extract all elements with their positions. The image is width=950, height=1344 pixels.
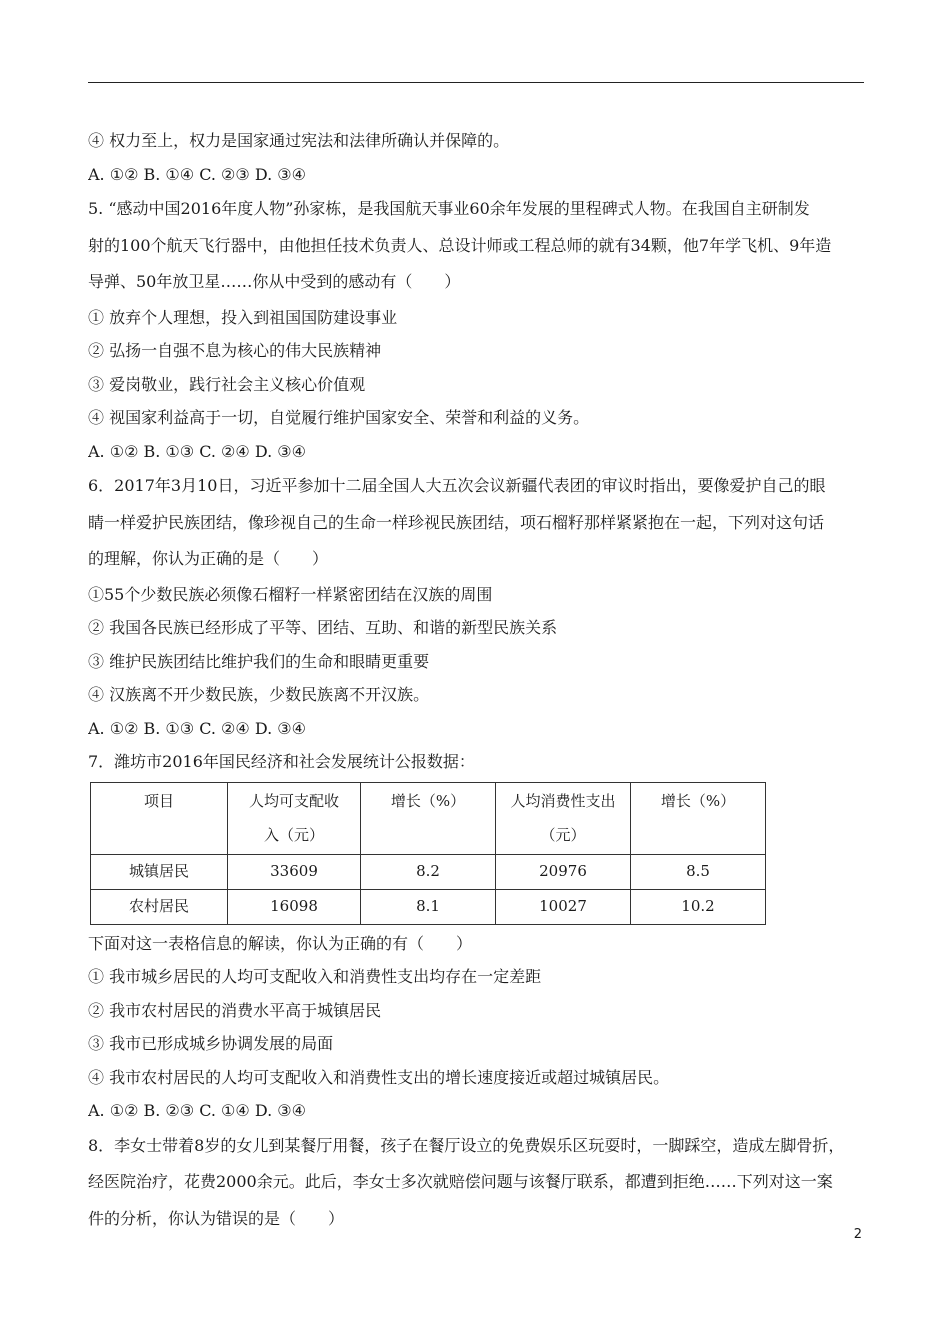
q6-choices: A. ①② B. ①③ C. ②④ D. ③④	[88, 718, 306, 738]
table-cell: 农村居民	[91, 889, 228, 924]
q5-option-4: ④ 视国家利益高于一切，自觉履行维护国家安全、荣誉和利益的义务。	[88, 408, 590, 427]
header-text: 入（元）	[263, 825, 324, 844]
q8-stem-line: 8．李女士带着8岁的女儿到某餐厅用餐，孩子在餐厅设立的免费娱乐区玩耍时，一脚踩空，造成左脚骨折，	[88, 1135, 845, 1155]
table-header-cell	[631, 782, 766, 854]
table-cell: 10.2	[631, 889, 766, 924]
q5-stem-line: 导弹、50年放卫星……你从中受到的感动有（ ）	[88, 272, 461, 291]
q6-stem	[88, 468, 864, 578]
table-cell: 城镇居民	[91, 854, 228, 889]
table-header-cell	[361, 782, 496, 854]
q8-stem	[88, 1128, 864, 1238]
q8-stem-line: 经医院治疗，花费2000余元。此后，李女士多次就赔偿问题与该餐厅联系，都遭到拒绝……下列对这一案	[88, 1172, 833, 1191]
table-row	[91, 854, 766, 889]
q6-stem-line: 睛一样爱护民族团结，像珍视自己的生命一样珍视民族团结，项石榴籽那样紧紧抱在一起，下列对这句话	[88, 512, 825, 532]
q6-stem-line: 6．2017年3月10日，习近平参加十二届全国人大五次会议新疆代表团的审议时指出，要像爱护自己的眼	[88, 476, 826, 495]
table-header-cell	[91, 782, 228, 854]
q4-choices: A. ①② B. ①④ C. ②③ D. ③④	[88, 164, 306, 184]
q7-option-1: ① 我市城乡居民的人均可支配收入和消费性支出均存在一定差距	[88, 967, 542, 986]
page-number: 2	[853, 1227, 862, 1242]
q5-stem-line: 射的100个航天飞行器中，由他担任技术负责人、总设计师或工程总师的就有34颗，他7年学飞机、9年造	[88, 235, 832, 255]
q5-option-1: ① 放弃个人理想，投入到祖国国防建设事业	[88, 307, 398, 327]
q6-stem-line: 的理解，你认为正确的是（ ）	[88, 549, 329, 568]
q8-stem-line: 件的分析，你认为错误的是（ ）	[88, 1208, 345, 1228]
table-cell: 33609	[228, 854, 361, 889]
table-cell: 20976	[496, 854, 631, 889]
q4-option-4: ④ 权力至上，权力是国家通过宪法和法律所确认并保障的。	[88, 131, 510, 150]
q7-choices: A. ①② B. ②③ C. ①④ D. ③④	[88, 1101, 306, 1120]
q6-option-3: ③ 维护民族团结比维护我们的生命和眼睛更重要	[88, 651, 430, 671]
table-cell: 8.1	[361, 889, 496, 924]
q5-option-2: ② 弘扬一自强不息为核心的伟大民族精神	[88, 341, 382, 360]
header-text: 项目	[143, 791, 174, 810]
q7-option-2: ② 我市农村居民的消费水平高于城镇居民	[88, 1000, 382, 1020]
table-header-row	[91, 782, 766, 854]
q7-option-3: ③ 我市已形成城乡协调发展的局面	[88, 1034, 334, 1053]
table-cell: 16098	[228, 889, 361, 924]
table-cell: 10027	[496, 889, 631, 924]
page-content	[88, 124, 864, 1237]
table-cell: 8.5	[631, 854, 766, 889]
q5-stem-line: 5. “感动中国2016年度人物”孙家栋，是我国航天事业60余年发展的里程碑式人物。在我国自主研制发	[88, 199, 810, 218]
q5-option-3: ③ 爱岗敬业，践行社会主义核心价值观	[88, 374, 366, 394]
table-cell: 8.2	[361, 854, 496, 889]
q7-stem: 7．潍坊市2016年国民经济和社会发展统计公报数据：	[88, 752, 475, 771]
header-text: 人均可支配收	[248, 791, 339, 810]
q5-choices: A. ①② B. ①③ C. ②④ D. ③④	[88, 441, 306, 461]
header-text: 增长（%）	[660, 791, 736, 810]
statistics-table	[90, 782, 766, 925]
q6-option-4: ④ 汉族离不开少数民族，少数民族离不开汉族。	[88, 685, 430, 704]
q6-option-1: ①55个少数民族必须像石榴籽一样紧密团结在汉族的周围	[88, 584, 493, 604]
q7-option-4: ④ 我市农村居民的人均可支配收入和消费性支出的增长速度接近或超过城镇居民。	[88, 1067, 670, 1087]
header-rule	[88, 82, 864, 83]
q6-option-2: ② 我国各民族已经形成了平等、团结、互助、和谐的新型民族关系	[88, 618, 558, 637]
q5-stem	[88, 191, 864, 301]
q7-after-table: 下面对这一表格信息的解读，你认为正确的有（ ）	[88, 933, 473, 953]
header-text: 人均消费性支出	[510, 791, 616, 810]
table-row	[91, 889, 766, 924]
table-header-cell	[496, 782, 631, 854]
table-header-cell	[228, 782, 361, 854]
header-text: 增长（%）	[390, 791, 466, 810]
header-text: （元）	[540, 825, 586, 844]
